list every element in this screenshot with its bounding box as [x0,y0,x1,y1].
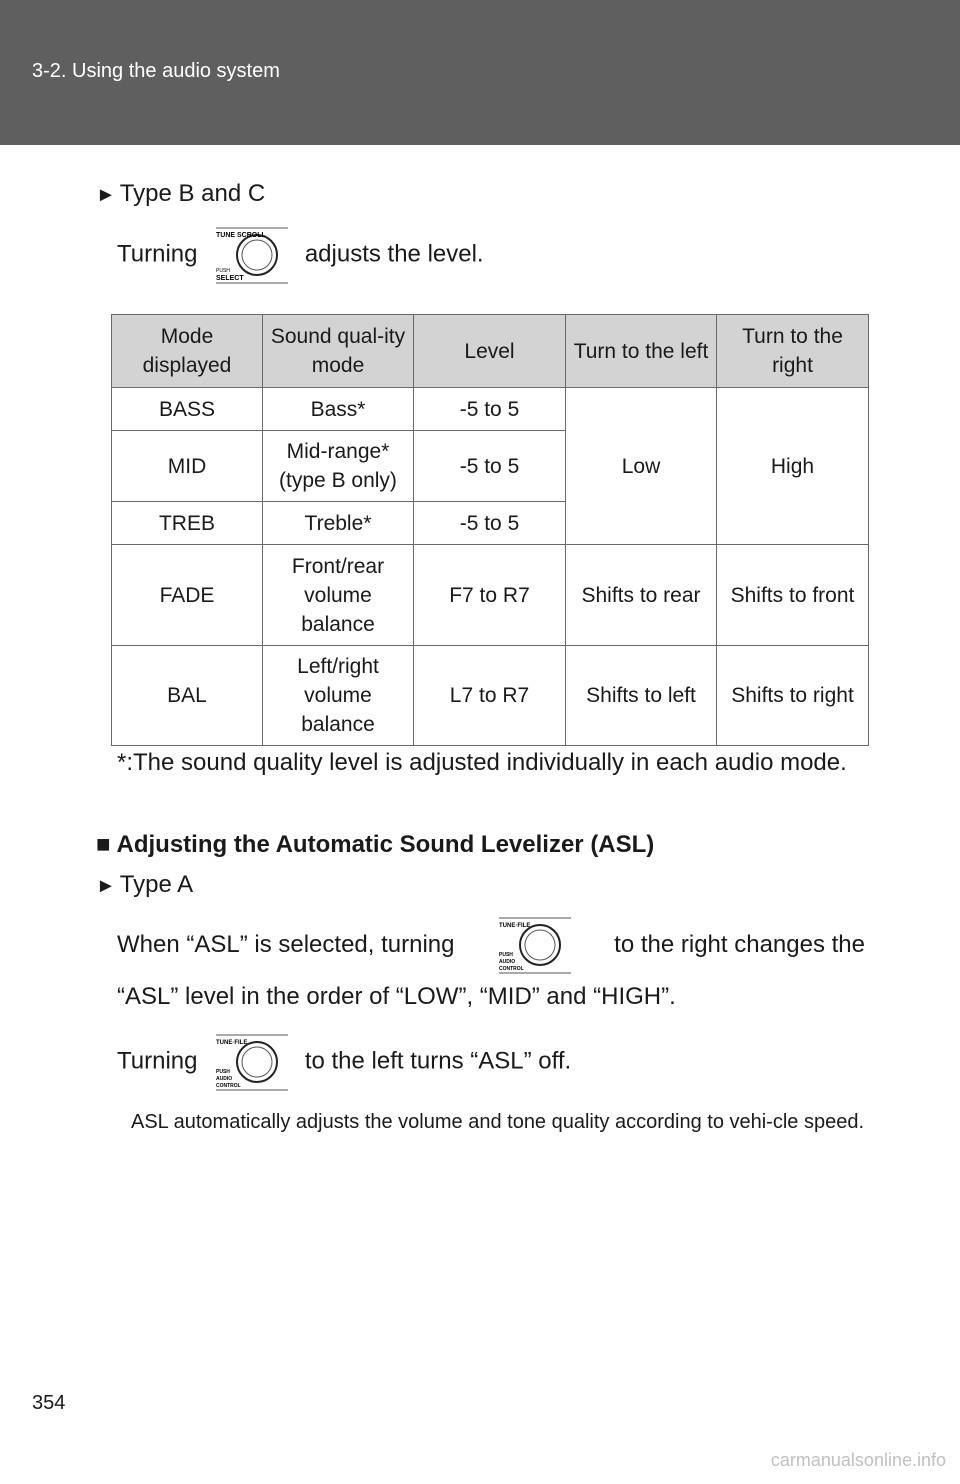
col-header: Level [414,315,566,388]
turning-line: Turning TUNE SCROLL PUSH SELECT adjusts the level. [117,226,484,284]
svg-text:PUSH: PUSH [216,1069,231,1075]
triangle-bullet-icon: ► [96,875,116,897]
asl-heading: ■ Adjusting the Automatic Sound Levelizer (ASL) [96,831,655,858]
table-row: FADE Front/rear volume balance F7 to R7 Shifts to rear Shifts to front [112,545,869,646]
watermark: carmanualsonline.info [770,1450,946,1470]
tune-file-knob-icon [214,1033,288,1091]
footnote: *:The sound quality level is adjusted individually in each audio mode. [117,749,847,776]
svg-text:PUSH: PUSH [216,268,231,274]
triangle-bullet-icon: ► [96,184,116,206]
page-number: 354 [32,1392,66,1414]
tune-file-knob-icon [497,916,571,974]
subheading-type-a: ► Type A [96,871,194,898]
tune-scroll-knob-icon [214,226,288,284]
table-row: TREB Treble* -5 to 5 [112,502,869,545]
svg-text:PUSH: PUSH [499,952,514,958]
svg-text:CONTROL: CONTROL [216,1083,241,1089]
col-header: Sound qual-ity mode [263,315,414,388]
breadcrumb: 3-2. Using the audio system [32,60,280,82]
table-header-row [112,315,869,388]
svg-text:CONTROL: CONTROL [499,966,525,972]
page-header [0,0,960,145]
table-row: MID Mid-range* (type B only) -5 to 5 [112,431,869,502]
square-bullet-icon: ■ [96,831,111,858]
svg-text:TUNE·FILE: TUNE·FILE [499,923,531,929]
svg-text:AUDIO: AUDIO [499,959,516,965]
asl-paragraph-line1: When “ASL” is selected, turning TUNE·FILE PUSH AUDIO CONTROL to the right changes the [117,916,865,974]
svg-text:SELECT: SELECT [216,275,244,282]
subheading-type-bc: ► Type B and C [96,180,266,207]
table-row: BASS Bass* -5 to 5 Low High [112,388,869,431]
col-header: Turn to the right [717,315,869,388]
svg-text:TUNE SCROLL: TUNE SCROLL [216,232,266,239]
col-header: Mode displayed [112,315,263,388]
asl-paragraph-line2: “ASL” level in the order of “LOW”, “MID” and “HIGH”. [117,983,676,1010]
svg-text:AUDIO: AUDIO [216,1076,233,1082]
table-row: BAL Left/right volume balance L7 to R7 Shifts to left Shifts to right [112,646,869,746]
merged-left-cell: Low [566,388,717,545]
sound-quality-table [111,314,869,746]
asl-off-line: Turning TUNE·FILE PUSH AUDIO CONTROL to the left turns “ASL” off. [117,1033,571,1091]
svg-text:TUNE·FILE: TUNE·FILE [216,1040,248,1046]
merged-right-cell: High [717,388,869,545]
asl-note: ASL automatically adjusts the volume and tone quality according to vehi-cle speed. [131,1111,865,1133]
col-header: Turn to the left [566,315,717,388]
